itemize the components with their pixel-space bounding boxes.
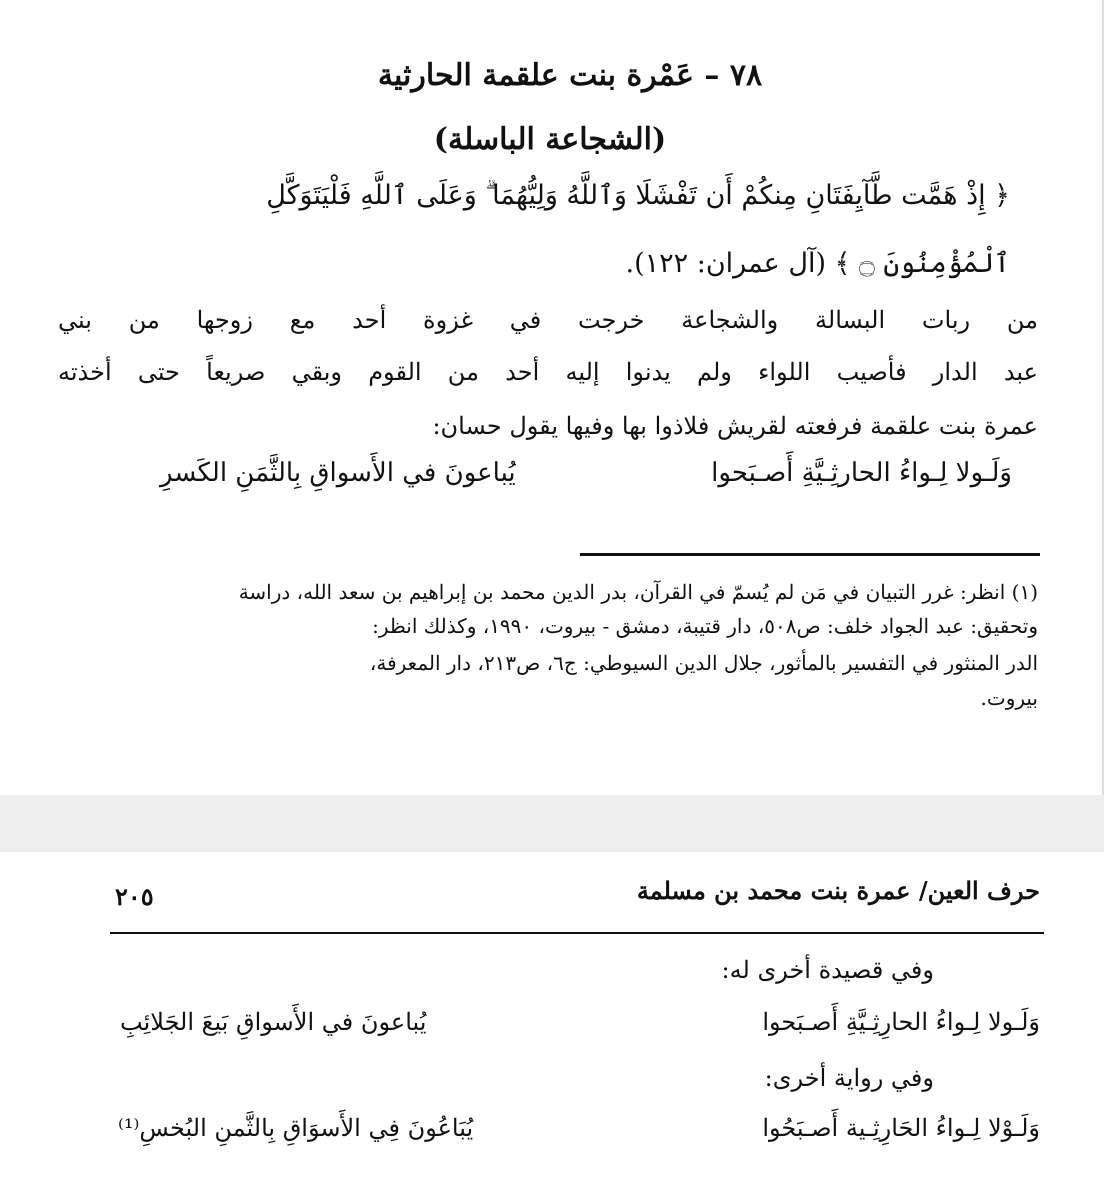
poem-second-hemistich: يُباعونَ في الأَسواقِ بِالثَّمَنِ الكَسرِ <box>160 458 516 488</box>
paragraph-line: عبد الدار فأصيب اللواء ولم يدنوا إليه أحد من القوم وبقي صريعاً حتى أخذته <box>58 358 1038 386</box>
book-page-lower <box>0 852 1104 1200</box>
footnote-line: (١) انظر: غرر التبيان في مَن لم يُسمّ في القرآن، بدر الدين محمد بن إبراهيم بن سعد الله، دراسة <box>238 580 1038 604</box>
footnote-line: وتحقيق: عبد الجواد خلف: ص٥٠٨، دار قتيبة، دمشق - بيروت، ١٩٩٠، وكذلك انظر: <box>372 614 1038 638</box>
quran-verse-line: ٱلْمُؤْمِنُونَ ۝ ﴾ (آل عمران: ١٢٢). <box>625 248 1010 279</box>
poem-first-hemistich: وَلَـولا لِـواءُ الحارثِـيَّةِ أَصـبَحوا <box>711 458 1012 488</box>
poem-intro: وفي رواية أخرى: <box>764 1064 934 1092</box>
footnote-line: بيروت. <box>980 686 1038 710</box>
chapter-subtitle: (الشجاعة الباسلة) <box>433 122 667 157</box>
chapter-title: ٧٨ – عَمْرة بنت علقمة الحارثية <box>377 58 763 93</box>
poem-second-hemistich: يُباعونَ في الأَسواقِ بَيعَ الجَلائِبِ <box>120 1008 427 1036</box>
poem-first-hemistich: وَلَـوْلا لِـواءُ الحَارِثِـية أَصـبَحُوا <box>762 1114 1040 1142</box>
footnote-divider <box>580 553 1040 556</box>
poem-first-hemistich: وَلَـولا لِـواءُ الحارِثِـيَّةِ أَصـبَحوا <box>762 1008 1040 1036</box>
footnote-line: الدر المنثور في التفسير بالمأثور، جلال الدين السيوطي: ج٦، ص٢١٣، دار المعرفة، <box>369 651 1038 675</box>
poem-intro: وفي قصيدة أخرى له: <box>721 956 934 984</box>
header-divider <box>110 932 1044 934</box>
paragraph-line: من ربات البسالة والشجاعة خرجت في غزوة أحد مع زوجها من بني <box>58 306 1038 334</box>
running-header: حرف العين/ عمرة بنت محمد بن مسلمة <box>636 876 1040 905</box>
quran-verse-line: ﴿ إِذْ هَمَّت طَّآيِفَتَانِ مِنكُمْ أَن تَفْشَلَا وَٱللَّهُ وَلِيُّهُمَا ۗ وَعَلَى ٱللَّهِ فَلْيَتَوَكَّلِ <box>266 180 1010 211</box>
page-number: ٢٠٥ <box>115 882 154 911</box>
paragraph-line: عمرة بنت علقمة فرفعته لقريش فلاذوا بها وفيها يقول حسان: <box>432 412 1038 440</box>
poem-second-hemistich: يُبَاعُونَ فِي الأَسوَاقِ بِالثَّمنِ البُخسِ⁽¹⁾ <box>118 1114 474 1142</box>
